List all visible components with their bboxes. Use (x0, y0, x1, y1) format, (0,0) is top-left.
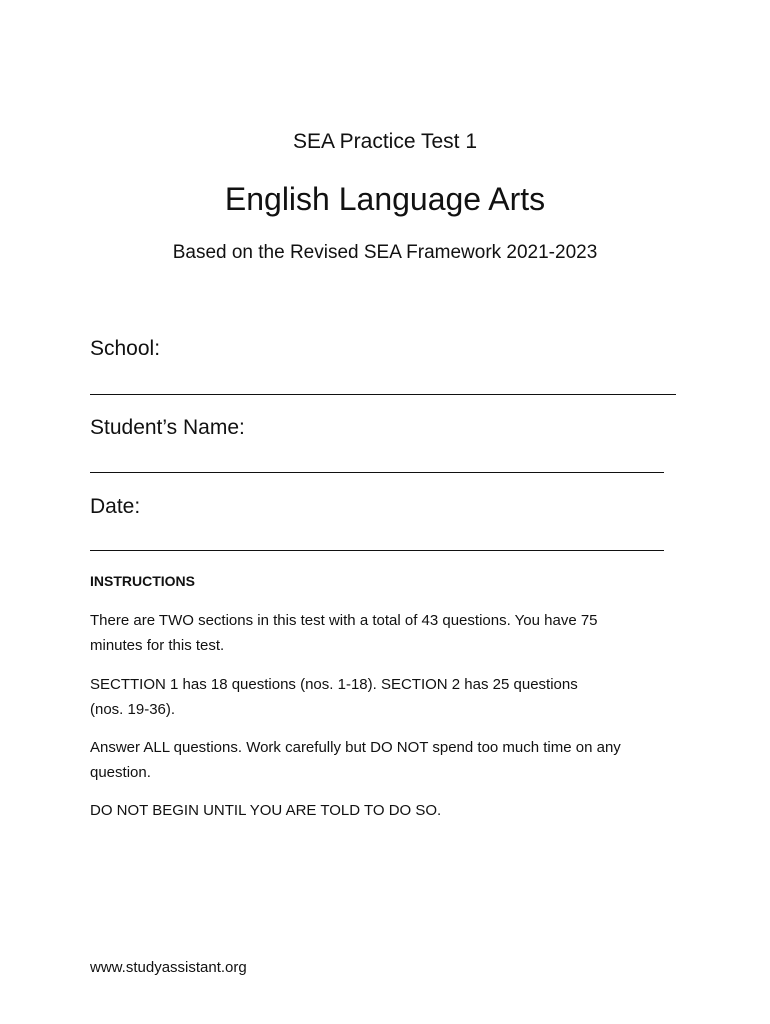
instructions-paragraph-4 (90, 798, 680, 823)
instructions-p1-line-1: There are TWO sections in this test with a total of 43 questions. You have 75 (90, 612, 598, 629)
test-title: English Language Arts (224, 181, 546, 217)
test-subtitle: Based on the Revised SEA Framework 2021-2023 (172, 242, 598, 263)
student-name-field-line[interactable] (90, 472, 664, 473)
date-field-line[interactable] (90, 550, 664, 551)
test-pretitle: SEA Practice Test 1 (292, 130, 478, 153)
instructions-p4-line-1: DO NOT BEGIN UNTIL YOU ARE TOLD TO DO SO. (90, 802, 442, 819)
instructions-paragraph-3 (90, 735, 680, 785)
instructions-p3-line-1: Answer ALL questions. Work carefully but DO NOT spend too much time on any (90, 739, 621, 756)
student-name-label: Student’s Name: (90, 416, 245, 439)
school-field-line[interactable] (90, 394, 676, 395)
instructions-paragraph-1 (90, 608, 680, 658)
footer-website: www.studyassistant.org (90, 959, 247, 976)
instructions-p3-line-2: question. (90, 764, 151, 781)
instructions-heading: INSTRUCTIONS (90, 573, 195, 589)
school-label: School: (90, 337, 161, 360)
instructions-paragraph-2 (90, 672, 680, 722)
instructions-p2-line-1: SECTTION 1 has 18 questions (nos. 1-18). SECTION 2 has 25 questions (90, 676, 578, 693)
instructions-p2-line-2: (nos. 19-36). (90, 701, 176, 718)
date-label: Date: (90, 495, 141, 518)
instructions-p1-line-2: minutes for this test. (90, 637, 225, 654)
